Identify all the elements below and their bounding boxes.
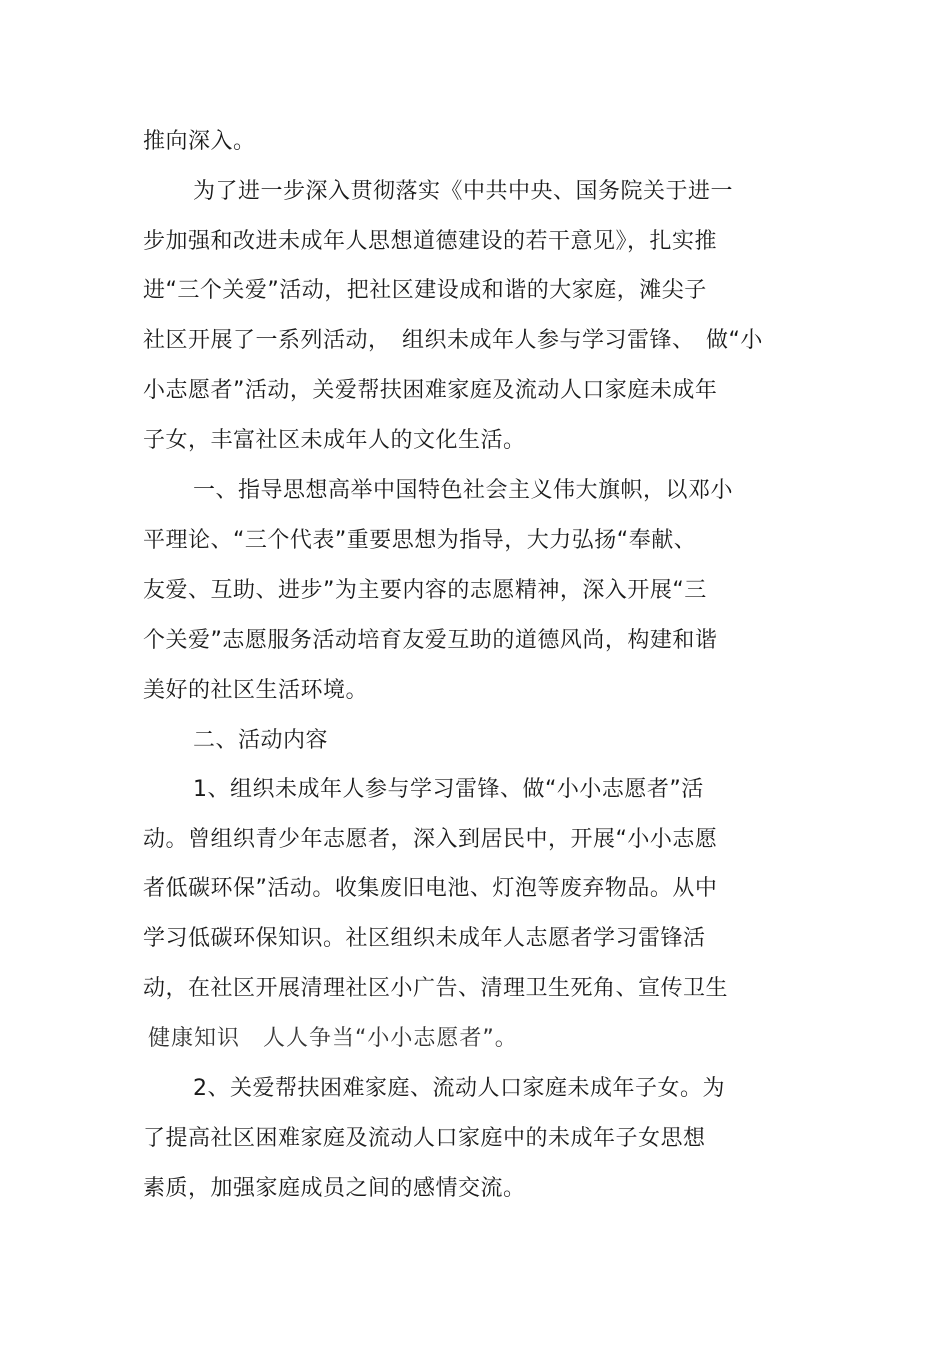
paragraph-line: 平理论、“三个代表”重要思想为指导，大力弘扬“奉献、 xyxy=(143,528,697,553)
paragraph-line: 者低碳环保”活动。收集废旧电池、灯泡等废弃物品。从中 xyxy=(143,876,718,901)
paragraph-line: 进“三个关爱”活动，把社区建设成和谐的大家庭，滩尖子 xyxy=(143,278,707,303)
paragraph-line: 素质，加强家庭成员之间的感情交流。 xyxy=(143,1176,526,1201)
paragraph-line: 为了进一步深入贯彻落实《中共中央、国务院关于进一 xyxy=(193,179,734,204)
paragraph-line: 友爱、互助、进步”为主要内容的志愿精神，深入开展“三 xyxy=(143,578,707,603)
paragraph-line: 步加强和改进未成年人思想道德建设的若干意见》，扎实推 xyxy=(143,229,718,254)
section-heading-guiding-thought: 一、指导思想高举中国特色社会主义伟大旗帜，以邓小 xyxy=(193,478,734,503)
list-item-1-line: 1、组织未成年人参与学习雷锋、做“小小志愿者”活 xyxy=(193,777,704,802)
paragraph-line: 美好的社区生活环境。 xyxy=(143,678,369,703)
paragraph-line: 个关爱”志愿服务活动培育友爱互助的道德风尚，构建和谐 xyxy=(143,628,718,653)
list-item-2-line: 2、关爱帮扶困难家庭、流动人口家庭未成年子女。为 xyxy=(193,1076,725,1101)
section-heading-activity-content: 二、活动内容 xyxy=(193,728,329,753)
paragraph-line: 学习低碳环保知识。社区组织未成年人志愿者学习雷锋活 xyxy=(143,926,706,951)
paragraph-line: 子女，丰富社区未成年人的文化生活。 xyxy=(143,428,526,453)
paragraph-line: 推向深入。 xyxy=(143,129,256,154)
paragraph-line: 健康知识 人人争当“小小志愿者”。 xyxy=(148,1026,518,1051)
paragraph-line: 了提高社区困难家庭及流动人口家庭中的未成年子女思想 xyxy=(143,1126,706,1151)
paragraph-line: 社区开展了一系列活动， 组织未成年人参与学习雷锋、 做“小 xyxy=(143,328,763,353)
paragraph-line: 动。曾组织青少年志愿者，深入到居民中，开展“小小志愿 xyxy=(143,827,718,852)
paragraph-line: 小志愿者”活动，关爱帮扶困难家庭及流动人口家庭未成年 xyxy=(143,378,718,403)
paragraph-line: 动，在社区开展清理社区小广告、清理卫生死角、宣传卫生 xyxy=(143,976,729,1001)
